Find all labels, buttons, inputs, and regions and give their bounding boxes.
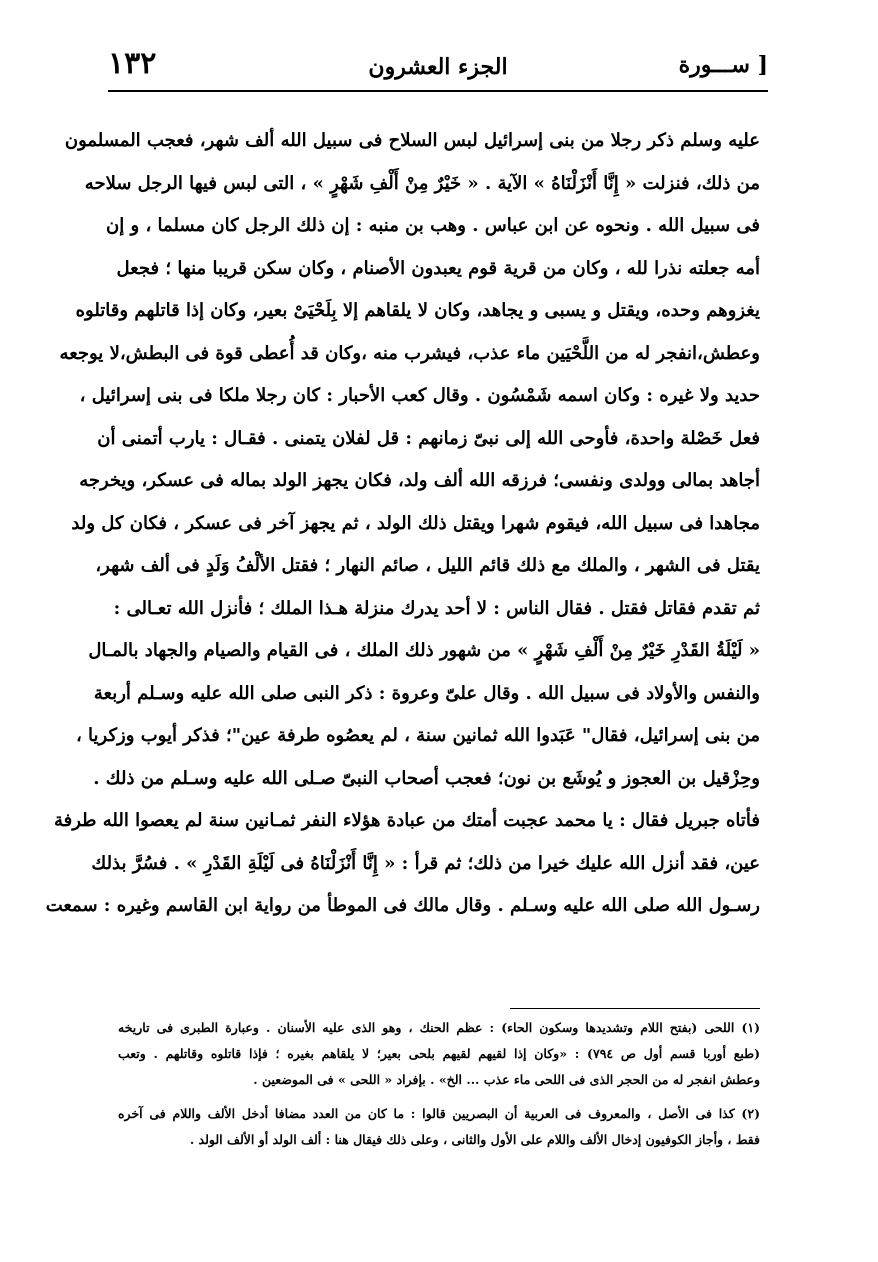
text-line: أمه جعلته نذرا لله ، وكان من قرية قوم يعبدون الأصنام ، وكان سكن قريبا منها ؛ فجعل — [116, 257, 760, 279]
surah-label: [ ســـورة — [678, 52, 768, 78]
text-line: حديد ولا غيره : وكان اسمه شَمْسُون . وقال كعب الأحبار : كان رجلا ملكا فى بنى إسرائيل ، — [79, 385, 760, 406]
text-line: مجاهدا فى سبيل الله، فيقوم شهرا ويقتل ذلك الولد ، ثم يجهز آخر فى عسكر ، فكان كل ولد — [71, 512, 760, 534]
page-header — [108, 42, 768, 92]
text-line: فعل خَصْلة واحدة، فأوحى الله إلى نبىّ زمانهم : قل لفلان يتمنى . فقـال : يارب أتمنى أن — [97, 427, 760, 449]
footnote-line: (طبع أوربا قسم أول ص ٧٩٤) : «وكان إذا لقيهم لقيهم بلحى بعير؛ لا يلقاهم بغيره ؛ فإذا قاتلوه وقاتلهم . وتعب — [118, 1046, 761, 1061]
page-number: ١٣٢ — [108, 46, 157, 81]
footnote-line: وعطش انفجر له من الحجر الذى فى اللحى ماء عذب ... الخ» . بإفراد « اللحى » فى الموضعين . — [253, 1072, 760, 1087]
text-line: والنفس والأولاد فى سبيل الله . وقال علىّ وعروة : ذكر النبى صلى الله عليه وسـلم أربعة — [93, 682, 760, 704]
text-line: رسـول الله صلى الله عليه وسـلم . وقال مالك فى الموطأ من رواية ابن القاسم وغيره : سمعت — [45, 895, 760, 916]
text-line: فأتاه جبريل فقال : يا محمد عجبت أمتك من عبادة هؤلاء النفر ثمـانين سنة لم يعصوا الله طرفة — [54, 810, 760, 831]
text-line: يقتل فى الشهر ، والملك مع ذلك قائم الليل ، صائم النهار ؛ فقتل الألْفُ وَلَدٍ فى ألف شهر، — [95, 555, 760, 576]
text-line: عين، فقد أنزل الله عليك خيرا من ذلك؛ ثم قرأ : « إِنَّا أَنْزَلْنَاهُ فى لَيْلَةِ القَدْرِ » . فسُرَّ بذلك — [91, 852, 760, 874]
text-line: « لَيْلَةُ القَدْرِ خَيْرٌ مِنْ أَلْفِ شَهْرٍ » من شهور ذلك الملك ، فى القيام والصيام والجهاد بالمـال — [88, 640, 760, 661]
body-text — [45, 120, 760, 928]
footnote-line: (١) اللحى (بفتح اللام وتشديدها وسكون الحاء) : عظم الحنك ، وهو الذى عليه الأسنان . وعبارة الطبرى فى تاريخه — [118, 1020, 760, 1035]
header-rule — [108, 90, 768, 92]
text-line: وحِزْقيل بن العجوز و يُوشَع بن نون؛ فعجب أصحاب النبىّ صـلى الله عليه وسـلم من ذلك . — [93, 767, 760, 789]
text-line: أجاهد بمالى وولدى ونفسى؛ فرزقه الله ألف ولد، فكان يجهز الولد بماله فى عسكر، ويخرجه — [79, 470, 760, 491]
text-line: من بنى إسرائيل، فقال" عَبَدوا الله ثمانين سنة ، لم يعصُوه طرفة عين"؛ فذكر أيوب وزكريا ، — [75, 725, 760, 746]
footnotes — [118, 1015, 760, 1153]
text-line: عليه وسلم ذكر رجلا من بنى إسرائيل لبس السلاح فى سبيل الله ألف شهر، فعجب المسلمون — [64, 130, 760, 151]
footnote-line: (٢) كذا فى الأصل ، والمعروف فى العربية أن البصريين قالوا : ما كان من العدد مضافا أدخل الألف واللام فى آخره — [118, 1106, 760, 1121]
footnote-rule — [510, 1008, 760, 1009]
text-line: وعطش،انفجر له من اللَّحْيَين ماء عذب، فيشرب منه ،وكان قد أُعطى قوة فى البطش،لا يوجعه — [59, 342, 760, 364]
text-line: فى سبيل الله . ونحوه عن ابن عباس . وهب بن منبه : إن ذلك الرجل كان مسلما ، و إن — [106, 215, 760, 236]
running-title: الجزء العشرون — [368, 54, 508, 80]
text-line: ثم تقدم فقاتل فقتل . فقال الناس : لا أحد يدرك منزلة هـذا الملك ؛ فأنزل الله تعـالى : — [113, 597, 760, 619]
text-line: يغزوهم وحده، ويقتل و يسبى و يجاهد، وكان لا يلقاهم إلا بِلَحْيَىْ بعير، وكان إذا قاتلهم وقاتلوه — [75, 300, 760, 321]
footnote-line: فقط ، وأجاز الكوفيون إدخال الألف واللام على الأول والثانى ، وعلى ذلك فيقال هنا : ألف الولد أو الألف الولد . — [189, 1132, 760, 1147]
text-line: من ذلك، فنزلت « إِنَّا أَنْزَلْنَاهُ » الآية . « خَيْرٌ مِنْ أَلْفِ شَهْرٍ » ، التى لبس فيها الرجل سلاحه — [84, 172, 760, 194]
